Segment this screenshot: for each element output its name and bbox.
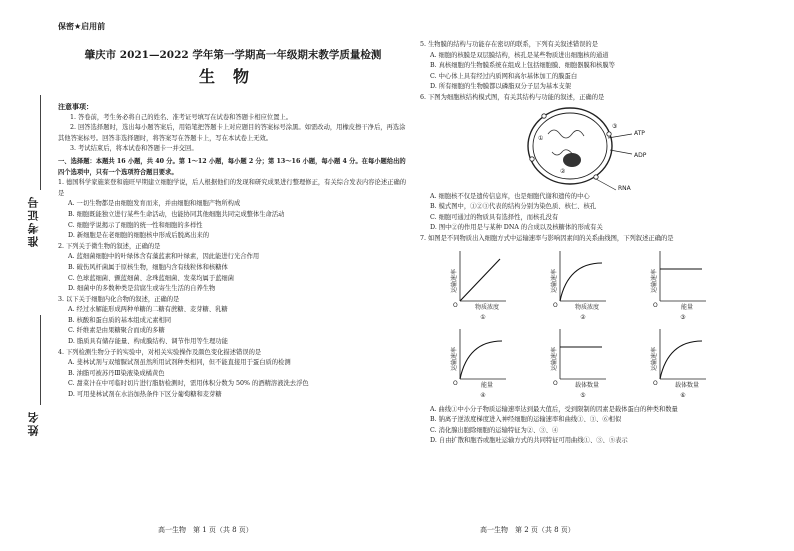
- section-heading: 一、选择题：本题共 16 小题，共 40 分。第 1～12 小题，每小题 2 分；第 13～16 小题，每小题 4 分。在每小题给出的四个选项中，只有一个选项符合题目要求。: [58, 157, 406, 176]
- graph-number: ⑥: [680, 391, 686, 399]
- x-axis-label: 物质浓度: [474, 303, 500, 311]
- option: B. 破伤风杆菌属于原核生物，细胞内含有线粒体和核糖体: [68, 263, 228, 271]
- question-1: [58, 178, 408, 242]
- note-item: 1. 答卷前，考生务必将自己的姓名、准考证号填写在试卷和答题卡相应位置上。: [70, 113, 293, 121]
- student-name-label: 姓名: [27, 410, 40, 436]
- x-axis-label: 物质浓度: [574, 303, 600, 311]
- option: A. 曲线①中小分子物质运输速率达到最大值后，受到限制的因素是载体蛋白的种类和数量: [430, 405, 678, 413]
- left-column: [58, 0, 408, 551]
- question-3: [58, 295, 408, 348]
- nuclear-pore: [594, 174, 598, 178]
- label-1: ①: [538, 134, 544, 142]
- question-stem: 3. 以下关于细胞内化合物的叙述，正确的是: [58, 295, 180, 303]
- transport-graphs: [420, 245, 770, 405]
- option: D. 可用斐林试剂在水浴加热条件下区分葡萄糖和麦芽糖: [68, 391, 222, 399]
- student-name-line: [40, 315, 41, 405]
- notes-heading: 注意事项：: [58, 103, 93, 111]
- option: C. 纤维素是由果糖聚合而成的多糖: [68, 327, 165, 335]
- graph-number: ④: [480, 391, 486, 399]
- page-footer-left: 高一生物 第 1 页（共 8 页）: [158, 526, 253, 534]
- origin-label: O: [453, 379, 458, 387]
- option: B. 核酸和蛋白质的基本组成元素相同: [68, 316, 172, 324]
- nuclear-envelope-inner: [533, 113, 607, 179]
- x-axis-label: 能量: [480, 381, 494, 389]
- question-stem: 2. 下列关于微生物的叙述，正确的是: [58, 242, 161, 250]
- atp-label: ATP: [634, 129, 645, 137]
- option: A. 细胞核不仅是遗传信息库，也是细胞代谢和遗传的中心: [430, 192, 590, 200]
- option: A. 一切生物都是由细胞发育而来，并由细胞和细胞产物所构成: [68, 200, 241, 208]
- nuclear-pore: [542, 113, 546, 117]
- option: C. 色球蓝细菌、颤蓝细菌、念珠蓝细菌、发菜均属于蓝细菌: [68, 274, 235, 282]
- option: D. 图中②的作用是与某种 DNA 的合成以及核糖体的形成有关: [430, 224, 603, 232]
- option: B. 油脂可被苏丹Ⅲ染液染成橘黄色: [68, 369, 165, 377]
- page-footer-right: 高一生物 第 2 页（共 8 页）: [480, 526, 575, 534]
- origin-label: O: [653, 301, 658, 309]
- option: B. 模式图中，①②③代表的结构分别为染色质、核仁、核孔: [430, 203, 597, 211]
- y-axis-label: 运输速率: [451, 268, 458, 293]
- exam-title: 肇庆市 2021—2022 学年第一学期高一年级期末教学质量检测: [84, 49, 382, 61]
- atp-arrow: [608, 134, 632, 138]
- y-axis-label: 运输速率: [651, 346, 658, 371]
- y-axis-label: 运输速率: [651, 268, 658, 293]
- question-6: [420, 93, 770, 234]
- graph-curve: [460, 259, 500, 301]
- y-axis-label: 运输速率: [451, 346, 458, 371]
- adp-arrow: [610, 150, 632, 154]
- option: D. 脂质具有储存能量、构成膜结构、调节作用等生理功能: [68, 338, 228, 346]
- option: C. 中心体上具有经过内质网和高尔基体加工的膜蛋白: [430, 72, 578, 80]
- option: C. 消化腺出胞除细胞的运输特征为②、③、④: [430, 426, 559, 434]
- option: D. 所有细胞的生物膜都以磷脂双分子层为基本支架: [430, 83, 572, 91]
- nuclear-pore: [607, 131, 611, 135]
- question-stem: 4. 下列检测生物分子的实验中，对相关实验操作及颜色变化描述错误的是: [58, 348, 262, 356]
- nuclear-pore: [530, 156, 534, 160]
- graph-number: ①: [480, 313, 486, 321]
- option: C. 细胞可通过的物质具有选择性，而核孔没有: [430, 213, 559, 221]
- left-body: [58, 102, 408, 401]
- nuclear-envelope-outer: [528, 108, 612, 184]
- option: D. 自由扩散和胞吞或胞吐运输方式的共同特征可用曲线①、③、⑤表示: [430, 437, 628, 445]
- rna-label: RNA: [618, 184, 631, 192]
- x-axis-label: 载体数量: [574, 381, 600, 389]
- origin-label: O: [553, 301, 558, 309]
- y-axis-label: 运输速率: [551, 346, 558, 371]
- option: A. 斐林试剂与双缩脲试剂虽然所用试剂种类相同，但不能直接用于蛋白质的检测: [68, 359, 291, 367]
- right-body: [420, 40, 770, 447]
- option: C. 细胞学说揭示了细胞的统一性和细胞的多样性: [68, 221, 203, 229]
- option: A. 经过水解能形成两种单糖的二糖有蔗糖、麦芽糖、乳糖: [68, 306, 228, 314]
- question-2: [58, 242, 408, 295]
- adp-label: ADP: [634, 151, 647, 159]
- right-column: [420, 0, 770, 551]
- origin-label: O: [453, 301, 458, 309]
- x-axis-label: 载体数量: [674, 381, 700, 389]
- secret-mark: 保密★启用前: [58, 22, 106, 31]
- question-4: [58, 348, 408, 401]
- nucleolus: [563, 153, 581, 167]
- graph-number: ②: [580, 313, 586, 321]
- question-7: [420, 234, 770, 447]
- x-axis-label: 能量: [680, 303, 694, 311]
- graph-number: ③: [680, 313, 686, 321]
- origin-label: O: [553, 379, 558, 387]
- graph-curve: [560, 263, 602, 301]
- option: A. 蓝细菌细胞中的叶绿体含有藻蓝素和叶绿素，因此能进行光合作用: [68, 253, 260, 261]
- rna-arrow: [596, 179, 616, 190]
- graph-curve: [460, 341, 502, 379]
- nucleus-svg: [420, 104, 770, 192]
- question-stem: 1. 德国科学家施莱登和施旺早期建立细胞学说，后人根据他们的发现和研究成果进行整理修正，有关综合发表内容论述正确的是: [58, 179, 407, 197]
- option: D. 新细胞是在老细胞的细胞核中形成后脱离出来的: [68, 232, 210, 240]
- note-item: 3. 考试结束后，将本试卷和答题卡一并交回。: [70, 145, 198, 153]
- question-stem: 6. 下图为细胞核结构模式图，有关其结构与功能的叙述，正确的是: [420, 93, 605, 101]
- note-item: 2. 回答选择题时，选出每小题答案后，用铅笔把答题卡上对应题目的答案标号涂黑。如需改动，用橡皮擦干净后，再选涂其他答案标号。回答非选择题时，将答案写在答题卡上，写在本试卷上无效。: [58, 124, 406, 142]
- chromatin: [548, 130, 584, 156]
- graphs-svg: [420, 245, 770, 405]
- binding-margin: [0, 0, 50, 551]
- graph-curve: [660, 341, 702, 379]
- question-5: [420, 40, 770, 93]
- origin-label: O: [653, 379, 658, 387]
- question-stem: 5. 生物膜的结构与功能存在密切的联系，下列有关叙述错误的是: [420, 41, 599, 48]
- option: B. 细胞既能独立进行某些生命活动，也能协同其他细胞共同完成整体生命活动: [68, 210, 285, 218]
- option: C. 甜菜汁在中可临时切片进行脂肪检测时，需用体积分数为 50% 的酒精溶液洗去浮色: [68, 380, 309, 388]
- graph-number: ⑤: [580, 391, 586, 399]
- nucleus-diagram: [420, 104, 770, 192]
- exam-id-label: 准考证号: [27, 195, 40, 247]
- label-2: ②: [560, 167, 566, 175]
- option: B. 钠离子逆浓度梯度进入神经细胞的运输速率和曲线①、③、⑥相似: [430, 416, 622, 424]
- option: B. 真核细胞的生物膜系统在组成上包括细胞膜、细胞器膜和核膜等: [430, 62, 615, 70]
- exam-id-line: [40, 95, 41, 190]
- y-axis-label: 运输速率: [551, 268, 558, 293]
- subject-title: 生物: [198, 67, 267, 86]
- option: D. 细菌中的多数种类是营腐生或寄生生活的自养生物: [68, 285, 216, 293]
- label-3: ③: [612, 122, 618, 130]
- question-stem: 7. 如图是不同物质出入细胞方式中运输速率与影响因素间的关系曲线图，下列叙述正确的是: [420, 234, 674, 242]
- option: A. 细胞的核膜是双层膜结构，核孔是某些物质进出细胞核的通道: [430, 51, 609, 59]
